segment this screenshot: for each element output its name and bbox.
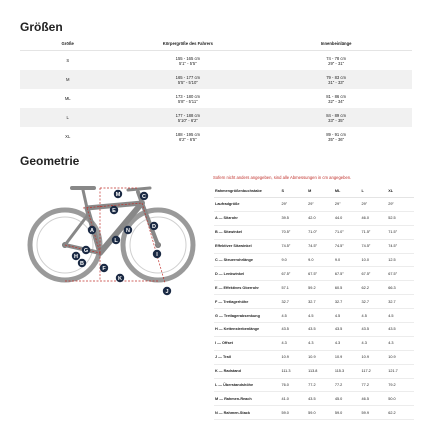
geometry-row-label: M — Rahmen-Reach — [214, 392, 281, 406]
geometry-value: 4.3 — [334, 336, 361, 350]
geometry-value: 67.5° — [387, 267, 414, 281]
header-size: Größe — [20, 37, 115, 51]
geometry-row — [214, 350, 414, 364]
rider-height-cell-line: 5'8" - 5'11" — [178, 98, 198, 104]
geometry-value: 74.5° — [334, 239, 361, 253]
geometry-value: 71.5° — [387, 225, 414, 239]
geometry-row — [214, 378, 414, 392]
geometry-value: 29" — [334, 198, 361, 212]
geometry-row — [214, 323, 414, 337]
geometry-row-label: D — Lenkwinkel — [214, 267, 281, 281]
inseam-cell-line: 32" - 34" — [328, 98, 345, 104]
inseam-cell-line: 84 - 89 cm — [326, 112, 347, 118]
geometry-value: 71.0° — [307, 225, 334, 239]
size-cell — [20, 108, 115, 127]
geometry-value: 4.5 — [334, 309, 361, 323]
rider-height-cell-line: 5'5" - 5'10" — [177, 79, 198, 85]
geometry-value: 32.7 — [281, 295, 308, 309]
geometry-value: 4.3 — [361, 336, 388, 350]
geometry-value: 113.8 — [307, 364, 334, 378]
header-size-col: S — [281, 185, 308, 198]
dimension-marker-letter: I — [156, 252, 158, 258]
rider-height-cell-line: 6'2" - 6'5" — [179, 136, 197, 142]
geometry-value: 42.0 — [307, 211, 334, 225]
geometry-value: 76.0 — [281, 378, 308, 392]
size-cell-line: XL — [65, 134, 71, 139]
geometry-value: 4.5 — [281, 309, 308, 323]
size-cell — [20, 70, 115, 89]
geometry-table-header — [214, 185, 414, 198]
geometry-value: 29" — [361, 198, 388, 212]
geometry-row-label: B — Sitzwinkel — [214, 225, 281, 239]
geometry-title: Geometrie — [20, 154, 80, 168]
rider-height-cell-line: 177 - 188 cm — [175, 112, 201, 118]
inseam-cell — [260, 70, 412, 89]
geometry-value: 66.3 — [387, 281, 414, 295]
header-size-col: L — [361, 185, 388, 198]
geometry-value: 77.2 — [307, 378, 334, 392]
geometry-value: 45.0 — [334, 392, 361, 406]
geometry-value: 59.9 — [361, 406, 388, 420]
geometry-value: 43.5 — [334, 323, 361, 337]
geometry-value: 74.5° — [361, 239, 388, 253]
dimension-marker-letter: M — [115, 192, 121, 198]
geometry-row-label: A — Sitzrohr — [214, 211, 281, 225]
header-size-col: M — [307, 185, 334, 198]
size-cell — [20, 127, 115, 146]
dimension-marker-j — [163, 287, 171, 295]
rider-height-cell — [115, 127, 260, 146]
geometry-value: 10.9 — [334, 350, 361, 364]
dimension-marker-letter: H — [74, 254, 78, 260]
size-table — [20, 37, 412, 146]
geometry-value: 62.2 — [361, 281, 388, 295]
geometry-row — [214, 253, 414, 267]
geometry-value: 67.5° — [334, 267, 361, 281]
geometry-value: 10.9 — [387, 350, 414, 364]
geometry-row-label: E — Effektives Oberrohr — [214, 281, 281, 295]
size-cell — [20, 51, 115, 71]
geometry-value: 4.5 — [361, 309, 388, 323]
size-row — [20, 89, 412, 108]
header-size-col: ML — [334, 185, 361, 198]
dimension-marker-letter: D — [152, 224, 156, 230]
inseam-cell — [260, 89, 412, 108]
geometry-row-label: F — Tretlagerhöhe — [214, 295, 281, 309]
geometry-row — [214, 225, 414, 239]
inseam-cell-line: 29" - 31" — [328, 60, 345, 66]
geometry-value: 29" — [387, 198, 414, 212]
geometry-value: 60.5 — [334, 281, 361, 295]
geometry-value: 9.0 — [281, 253, 308, 267]
geometry-row-label: G — Tretlagerabsenkung — [214, 309, 281, 323]
dimension-marker-letter: N — [126, 228, 130, 234]
geometry-row — [214, 281, 414, 295]
geometry-value: 32.7 — [361, 295, 388, 309]
size-cell-line: ML — [64, 96, 71, 101]
geometry-value: 10.0 — [361, 253, 388, 267]
geometry-row-label: C — Steuerrohrlänge — [214, 253, 281, 267]
geometry-value: 67.5° — [361, 267, 388, 281]
geometry-row-label: Laufradgröße — [214, 198, 281, 212]
geometry-row-label: Effektiver Sitzwinkel — [214, 239, 281, 253]
dimension-marker-letter: L — [114, 238, 118, 244]
geometry-value: 71.0° — [334, 225, 361, 239]
dimension-marker-letter: B — [80, 261, 84, 267]
dimension-marker-a — [88, 226, 96, 234]
geometry-value: 71.5° — [361, 225, 388, 239]
geometry-value: 43.5 — [307, 392, 334, 406]
geometry-value: 32.7 — [307, 295, 334, 309]
geometry-row — [214, 392, 414, 406]
geometry-value: 32.7 — [387, 295, 414, 309]
geometry-row-label: J — Trail — [214, 350, 281, 364]
dimension-marker-e — [110, 206, 118, 214]
geometry-value: 52.5 — [387, 211, 414, 225]
dimension-marker-i — [153, 250, 161, 258]
geometry-value: 77.2 — [361, 378, 388, 392]
rider-height-cell — [115, 51, 260, 71]
geometry-value: 59.2 — [307, 281, 334, 295]
geometry-value: 77.2 — [334, 378, 361, 392]
rider-height-cell-line: 188 - 195 cm — [175, 131, 201, 137]
geometry-row — [214, 267, 414, 281]
header-frame-size: Rahmengrößenbuchstabe — [214, 185, 281, 198]
bike-geometry-diagram — [20, 168, 205, 303]
geometry-value: 12.5 — [387, 253, 414, 267]
inseam-cell-line: 81 - 86 cm — [326, 93, 347, 99]
geometry-row-label: I — Offset — [214, 336, 281, 350]
geometry-value: 50.0 — [387, 392, 414, 406]
geometry-value: 121.7 — [387, 364, 414, 378]
rider-height-cell — [115, 89, 260, 108]
geometry-value: 67.5° — [307, 267, 334, 281]
geometry-value: 74.5° — [387, 239, 414, 253]
size-cell-line: S — [66, 58, 70, 63]
geometry-row — [214, 364, 414, 378]
rider-height-cell-line: 5'1" - 5'5" — [179, 60, 197, 66]
dimension-marker-h — [72, 252, 80, 260]
size-row — [20, 127, 412, 146]
geometry-value: 74.5° — [281, 239, 308, 253]
dimension-marker-g — [82, 246, 90, 254]
dimension-marker-b — [78, 259, 86, 267]
rider-height-cell — [115, 108, 260, 127]
dimension-marker-n — [124, 226, 132, 234]
geometry-value: 39.5 — [281, 211, 308, 225]
geometry-value: 46.5 — [361, 392, 388, 406]
geometry-value: 115.3 — [334, 364, 361, 378]
inseam-cell — [260, 127, 412, 146]
size-row — [20, 108, 412, 127]
inseam-cell-line: 74 - 78 cm — [326, 55, 347, 61]
geometry-value: 9.0 — [307, 253, 334, 267]
sizes-title: Größen — [20, 20, 63, 34]
geometry-value: 32.7 — [334, 295, 361, 309]
geometry-row-label: K — Radstand — [214, 364, 281, 378]
header-inseam: Innenbeinlänge — [260, 37, 412, 51]
size-table-header — [20, 37, 412, 51]
dimension-marker-c — [140, 192, 148, 200]
inseam-cell — [260, 108, 412, 127]
inseam-cell-line: 35" - 36" — [328, 136, 345, 142]
dimension-marker-letter: K — [118, 276, 122, 282]
geometry-value: 43.5 — [361, 323, 388, 337]
geometry-value: 4.5 — [307, 309, 334, 323]
geometry-value: 43.5 — [281, 323, 308, 337]
size-cell-line: M — [65, 77, 70, 82]
inseam-cell — [260, 51, 412, 71]
dimension-marker-letter: C — [142, 194, 146, 200]
inseam-cell-line: 31" - 33" — [328, 79, 345, 85]
inseam-cell-line: 33" - 35" — [328, 117, 345, 123]
header-rider-height: Körpergröße des Fahrers — [115, 37, 260, 51]
geometry-value: 111.3 — [281, 364, 308, 378]
size-cell — [20, 89, 115, 108]
geometry-value: 9.0 — [334, 253, 361, 267]
rider-height-cell-line: 5'10" - 6'2" — [177, 117, 198, 123]
geometry-value: 62.2 — [387, 406, 414, 420]
geometry-row — [214, 239, 414, 253]
size-row — [20, 70, 412, 89]
geometry-value: 4.3 — [387, 336, 414, 350]
geometry-value: 10.9 — [281, 350, 308, 364]
geometry-value: 44.0 — [334, 211, 361, 225]
geometry-value: 4.5 — [387, 309, 414, 323]
dimension-marker-k — [116, 274, 124, 282]
geometry-value: 46.0 — [361, 211, 388, 225]
geometry-row — [214, 406, 414, 420]
geometry-value: 117.2 — [361, 364, 388, 378]
geometry-value: 10.9 — [361, 350, 388, 364]
size-cell-line: L — [66, 115, 69, 120]
geometry-value: 43.5 — [307, 323, 334, 337]
geometry-row — [214, 295, 414, 309]
geometry-value: 59.0 — [307, 406, 334, 420]
header-size-col: XL — [387, 185, 414, 198]
geometry-row — [214, 336, 414, 350]
size-row — [20, 51, 412, 71]
geometry-value: 10.9 — [307, 350, 334, 364]
geometry-row-label: L — Überstandshöhe — [214, 378, 281, 392]
geometry-table — [214, 185, 414, 420]
geometry-row-label: H — Kettenstrebenlänge — [214, 323, 281, 337]
geometry-value: 59.0 — [281, 406, 308, 420]
rider-height-cell — [115, 70, 260, 89]
inseam-cell-line: 89 - 91 cm — [326, 131, 347, 137]
inseam-cell-line: 79 - 83 cm — [326, 74, 347, 80]
dimension-marker-letter: F — [102, 266, 106, 272]
geometry-note: Sofern nicht anders angegeben, sind alle Abmessungen in cm angegeben. — [213, 175, 352, 180]
geometry-value: 29" — [281, 198, 308, 212]
dimension-marker-letter: E — [112, 208, 116, 214]
geometry-value: 4.3 — [281, 336, 308, 350]
dimension-marker-m — [114, 190, 122, 198]
rider-height-cell-line: 165 - 177 cm — [175, 74, 201, 80]
geometry-row — [214, 198, 414, 212]
geometry-value: 4.3 — [307, 336, 334, 350]
dimension-marker-letter: J — [165, 289, 169, 295]
geometry-value: 57.1 — [281, 281, 308, 295]
geometry-value: 59.0 — [334, 406, 361, 420]
dimension-marker-f — [100, 264, 108, 272]
geometry-row-label: N — Rahmen-Stack — [214, 406, 281, 420]
geometry-value: 74.5° — [307, 239, 334, 253]
dimension-marker-l — [112, 236, 120, 244]
geometry-value: 29" — [307, 198, 334, 212]
geometry-row — [214, 309, 414, 323]
rider-height-cell-line: 173 - 180 cm — [175, 93, 201, 99]
geometry-value: 43.5 — [387, 323, 414, 337]
geometry-value: 41.0 — [281, 392, 308, 406]
dimension-marker-letter: A — [90, 228, 94, 234]
rider-height-cell-line: 155 - 165 cm — [175, 55, 201, 61]
dimension-marker-d — [150, 222, 158, 230]
dimension-marker-letter: G — [83, 248, 89, 254]
geometry-value: 70.5° — [281, 225, 308, 239]
geometry-row — [214, 211, 414, 225]
geometry-value: 79.2 — [387, 378, 414, 392]
geometry-value: 67.5° — [281, 267, 308, 281]
